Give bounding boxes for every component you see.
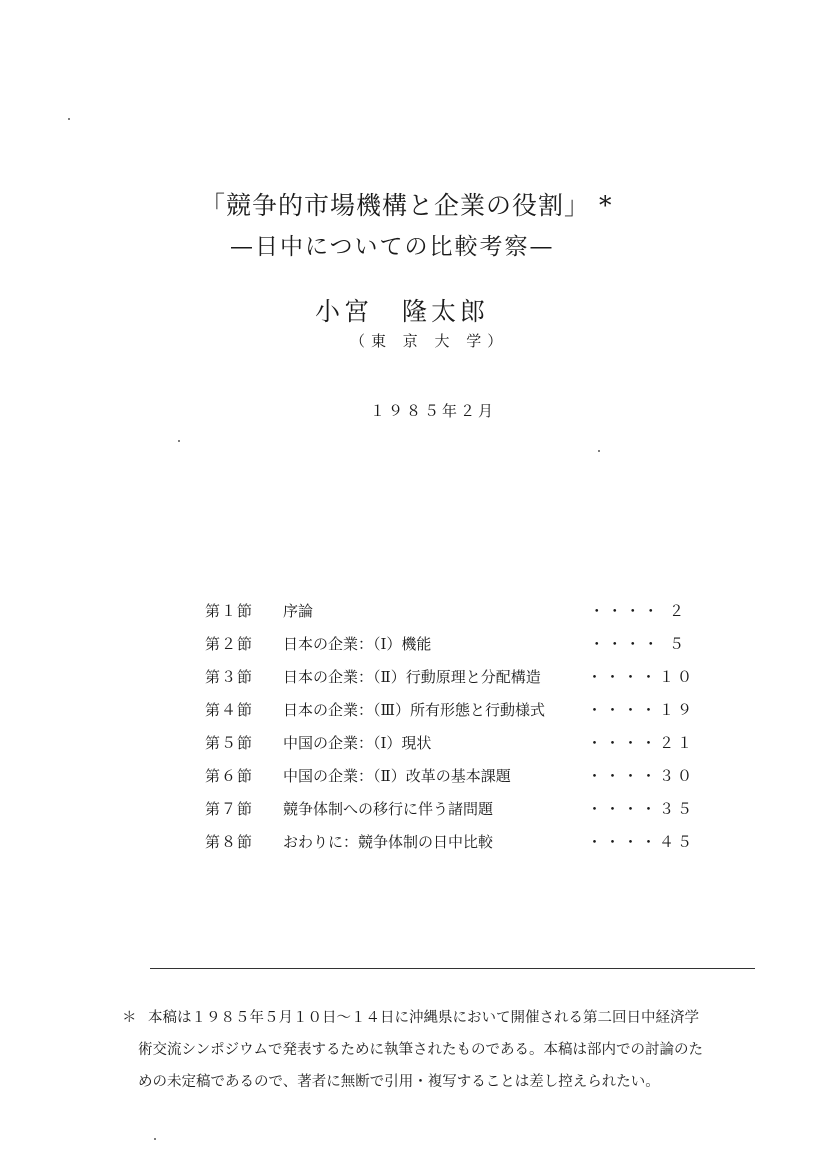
toc-section-number: 第６節 xyxy=(205,767,254,785)
toc-section-number: 第２節 xyxy=(205,635,254,653)
footnote-separator xyxy=(150,968,755,969)
toc-section-number: 第３節 xyxy=(205,668,254,686)
toc-section-title: 日本の企業：（Ⅱ）行動原理と分配構造 xyxy=(283,668,541,686)
toc-section-title: 中国の企業：（Ⅱ）改革の基本課題 xyxy=(283,767,511,785)
toc-section-number: 第１節 xyxy=(205,602,254,620)
document-date: １９８５年２月 xyxy=(370,402,497,420)
toc-row xyxy=(205,831,695,864)
toc-section-number: 第７節 xyxy=(205,800,254,818)
document-subtitle: —日中についての比較考察— xyxy=(230,234,555,260)
toc-row xyxy=(205,633,695,666)
scan-speck xyxy=(598,450,600,452)
toc-page-number: ・・・・１９ xyxy=(587,701,696,719)
footnote-line: 本稿は１９８５年５月１０日〜１４日に沖縄県において開催される第二回日中経済学 xyxy=(148,1010,699,1026)
toc-page-number: ・・・・１０ xyxy=(587,668,696,686)
footnote-line: めの未定稿であるので、著者に無断で引用・複写することは差し控えられたい。 xyxy=(138,1074,660,1090)
toc-section-number: 第４節 xyxy=(205,701,254,719)
author-affiliation: （東 京 大 学） xyxy=(350,332,509,350)
scan-speck xyxy=(68,118,70,120)
toc-page-number: ・・・・３０ xyxy=(587,767,696,785)
toc-section-title: 日本の企業：（Ⅰ）機能 xyxy=(283,635,432,653)
document-title: 「競争的市場機構と企業の役割」 * xyxy=(200,191,613,220)
toc-row xyxy=(205,798,695,831)
toc-section-title: 中国の企業：（Ⅰ）現状 xyxy=(283,734,432,752)
scan-speck xyxy=(154,1138,156,1140)
toc-section-title: 日本の企業：（Ⅲ）所有形態と行動様式 xyxy=(283,701,545,719)
author-name: 小宮 隆太郎 xyxy=(315,297,490,326)
toc-page-number: ・・・・２１ xyxy=(587,734,696,752)
toc-page-number: ・・・・３５ xyxy=(587,800,696,818)
footnote-mark: ＊ xyxy=(122,1010,137,1026)
scan-speck xyxy=(178,440,180,442)
toc-section-number: 第８節 xyxy=(205,833,254,851)
toc-section-number: 第５節 xyxy=(205,734,254,752)
toc-row xyxy=(205,765,695,798)
toc-section-title: 競争体制への移行に伴う諸問題 xyxy=(283,800,494,818)
toc-page-number: ・・・・ ５ xyxy=(589,635,687,653)
toc-row xyxy=(205,666,695,699)
toc-section-title: おわりに：競争体制の日中比較 xyxy=(283,833,494,851)
footnote-line: 術交流シンポジウムで発表するために執筆されたものである。本稿は部内での討論のた xyxy=(138,1042,703,1058)
footnote-text xyxy=(138,1002,703,1098)
toc-page-number: ・・・・ ２ xyxy=(589,602,687,620)
toc-section-title: 序論 xyxy=(283,602,314,620)
toc-row xyxy=(205,699,695,732)
toc-row xyxy=(205,732,695,765)
toc-page-number: ・・・・４５ xyxy=(587,833,696,851)
toc-row xyxy=(205,600,695,633)
table-of-contents xyxy=(205,600,695,864)
